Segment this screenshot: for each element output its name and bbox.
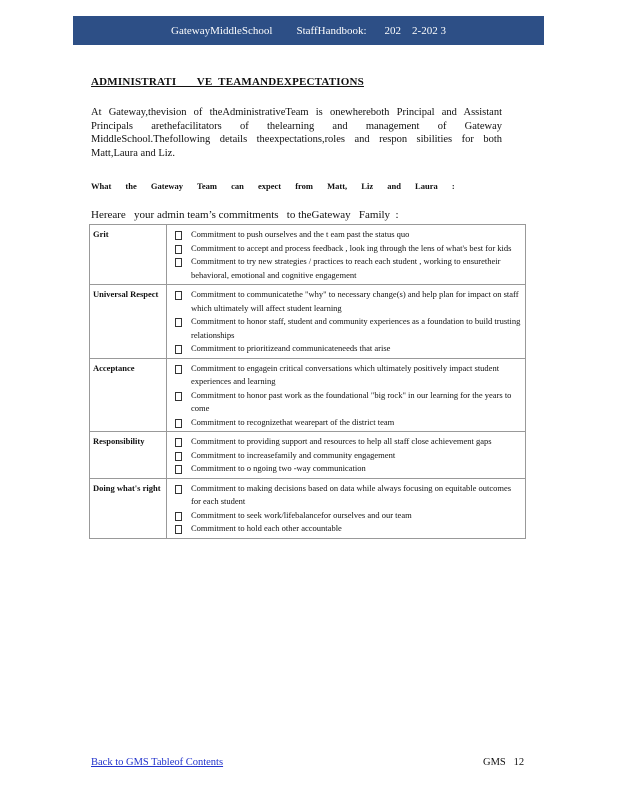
commitment-text: Commitment to making decisions based on data while always focusing on equitable outcomes for each student: [191, 482, 512, 506]
bullet-box-icon: [175, 345, 182, 354]
table-row: [90, 285, 526, 359]
section-title: ADMINISTRATI VE TEAMANDEXPECTATIONS: [91, 76, 364, 88]
commitment-list: [175, 288, 522, 356]
bullet-box-icon: [175, 365, 182, 374]
commitments-cell: [167, 478, 526, 538]
category-cell: Doing what's right: [90, 478, 167, 538]
list-item: [175, 315, 522, 342]
commitment-text: Commitment to providing support and resources to help all staff close achievement gaps: [191, 436, 492, 446]
commitment-text: Commitment to o ngoing two -way communication: [191, 463, 366, 473]
header-handbook: StaffHandbook:: [296, 24, 367, 37]
list-item: [175, 362, 522, 389]
commitment-list: [175, 228, 522, 282]
header-year: 202 2-202 3: [384, 24, 446, 37]
commitment-text: Commitment to accept and process feedback , look ing through the lens of what's best for kids: [191, 242, 512, 253]
list-item: [175, 449, 522, 463]
intro-paragraph: At Gateway,thevision of theAdministrativeTeam is onewhereboth Principal and Assistant Principals arethefacilitators of thelearning and management of Gateway MiddleSchool.Thefollowing details theexpectations,roles and respon sibilities for both Matt,Laura and Liz.: [91, 107, 502, 159]
commitments-cell: [167, 285, 526, 359]
commitment-text: Commitment to engagein critical conversations which ultimately positively impact student experiences and learning: [191, 362, 500, 386]
bullet-box-icon: [175, 438, 182, 447]
commitment-text: Commitment to try new strategies / practices to reach each student , working to ensuretheir behavioral, emotional and cognitive engagement: [191, 256, 501, 280]
bullet-box-icon: [175, 465, 182, 474]
list-item: [175, 435, 522, 449]
commitments-cell: [167, 432, 526, 479]
table-row: [90, 432, 526, 479]
list-item: [175, 389, 522, 416]
bullet-box-icon: [175, 245, 182, 254]
commitment-text: Commitment to push ourselves and the t eam past the status quo: [191, 229, 410, 239]
bullet-box-icon: [175, 318, 182, 327]
list-item: [175, 255, 522, 282]
page-number: GMS 12: [483, 757, 525, 768]
header-school: GatewayMiddleSchool: [171, 24, 273, 37]
expectations-subheading: What the Gateway Team can expect from Matt, Liz and Laura :: [91, 181, 455, 191]
category-cell: Grit: [90, 225, 167, 285]
list-item: [175, 482, 522, 509]
commitment-list: [175, 482, 522, 536]
commitment-text: Commitment to prioritizeand communicateneeds that arise: [191, 343, 391, 353]
commitment-text: Commitment to honor staff, student and community experiences as a foundation to build trusting relationships: [191, 316, 521, 340]
list-item: [175, 416, 522, 430]
back-to-contents-link[interactable]: Back to GMS Tableof Contents: [91, 757, 224, 768]
commitment-text: Commitment to recognizethat wearepart of the district team: [191, 416, 395, 427]
category-cell: Acceptance: [90, 358, 167, 432]
commitment-text: Commitment to increasefamily and community engagement: [191, 449, 396, 460]
commitments-cell: [167, 225, 526, 285]
bullet-box-icon: [175, 452, 182, 461]
commitment-text: Commitment to hold each other accountable: [191, 523, 342, 533]
table-row: [90, 225, 526, 285]
page-header-banner: [73, 16, 544, 45]
list-item: [175, 242, 522, 256]
bullet-box-icon: [175, 392, 182, 401]
list-item: [175, 522, 522, 536]
commitments-heading: Hereare your admin team’s commitments to theGateway Family :: [91, 209, 399, 221]
commitments-cell: [167, 358, 526, 432]
commitments-table: [89, 224, 526, 539]
bullet-box-icon: [175, 291, 182, 300]
table-row: [90, 478, 526, 538]
bullet-box-icon: [175, 419, 182, 428]
list-item: [175, 288, 522, 315]
list-item: [175, 342, 522, 356]
bullet-box-icon: [175, 231, 182, 240]
commitment-list: [175, 362, 522, 430]
category-cell: Universal Respect: [90, 285, 167, 359]
category-cell: Responsibility: [90, 432, 167, 479]
commitment-text: Commitment to honor past work as the foundational "big rock" in our learning for the years to come: [191, 389, 512, 413]
bullet-box-icon: [175, 485, 182, 494]
table-row: [90, 358, 526, 432]
commitment-text: Commitment to communicatethe "why" to necessary change(s) and help plan for impact on staff which ultimately will affect student learning: [191, 289, 519, 313]
bullet-box-icon: [175, 512, 182, 521]
list-item: [175, 509, 522, 523]
list-item: [175, 228, 522, 242]
commitment-list: [175, 435, 522, 476]
commitment-text: Commitment to seek work/lifebalancefor ourselves and our team: [191, 509, 412, 520]
bullet-box-icon: [175, 525, 182, 534]
list-item: [175, 462, 522, 476]
bullet-box-icon: [175, 258, 182, 267]
